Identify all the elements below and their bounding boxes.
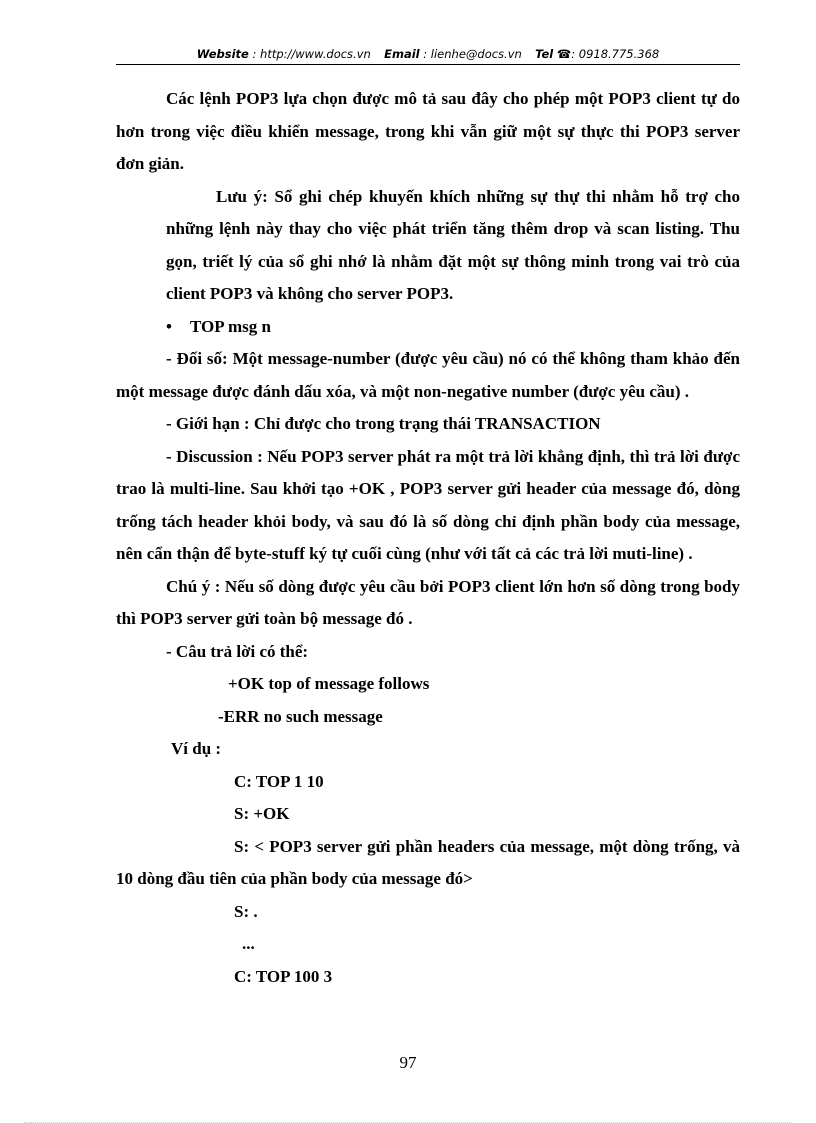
tel-value: : 0918.775.368 [571,47,660,61]
email-value: : lienhe@docs.vn [423,47,522,61]
example-line-5: ... [242,934,255,953]
example-line-4: S: . [234,901,258,921]
example-line-3: S: < POP3 server gửi phần headers của message, một dòng trống, và 10 dòng đầu tiên của phần body của message đó> [116,836,740,888]
page-header [116,47,740,61]
tel-label: Tel [535,47,554,61]
header-divider [116,64,740,65]
bullet-text: TOP msg n [190,316,271,336]
response-ok: +OK top of message follows [228,674,430,693]
bullet-item [116,311,740,344]
website-label: Website [196,47,249,61]
website-value: : http://www.docs.vn [252,47,371,61]
response-err: -ERR no such message [218,706,383,726]
example-line-1: C: TOP 1 10 [234,771,324,791]
paragraph-arguments: - Đối số: Một message-number (được yêu cầu) nó có thể không tham khảo đến một message được đánh dấu xóa, và một non-negative number (được yêu cầu) . [116,349,740,401]
paragraph-intro: Các lệnh POP3 lựa chọn được mô tả sau đây cho phép một POP3 client tự do hơn trong việc điều khiển message, trong khi vẫn giữ một sự thực thi POP3 server đơn giản. [116,89,740,173]
paragraph-discussion: - Discussion : Nếu POP3 server phát ra một trả lời khẳng định, thì trả lời được trao là multi-line. Sau khởi tạo +OK , POP3 server gửi header của message đó, dòng trống tách header khỏi body, và sau đó là số dòng chỉ định phần body của message, nên cẩn thận để byte-stuff ký tự cuối cùng (như với tất cả các trả lời muti-line) . [116,446,740,563]
page-number: 97 [399,1053,417,1072]
paragraph-caution: Chú ý : Nếu số dòng được yêu cầu bởi POP3 client lớn hơn số dòng trong body thì POP3 server gửi toàn bộ message đó . [116,576,740,628]
bullet-icon: • [166,316,172,336]
example-label: Ví dụ : [171,739,222,758]
paragraph-responses: - Câu trả lời có thể: [166,641,309,661]
phone-icon: ☎ [556,47,572,61]
example-line-6: C: TOP 100 3 [234,966,333,986]
email-label: Email [384,47,420,61]
paragraph-note: Lưu ý: Sổ ghi chép khuyến khích những sự thự thi nhằm hỗ trợ cho những lệnh này thay cho việc phát triển tăng thêm drop và scan listing. Thu gọn, triết lý của sổ ghi nhớ là nhằm đặt một sự thông minh trong vai trò của client POP3 và không cho server POP3. [166,186,740,303]
document-body [116,83,740,993]
example-line-2: S: +OK [234,804,290,823]
paragraph-restrictions: - Giới hạn : Chỉ được cho trong trạng thái TRANSACTION [166,414,601,433]
